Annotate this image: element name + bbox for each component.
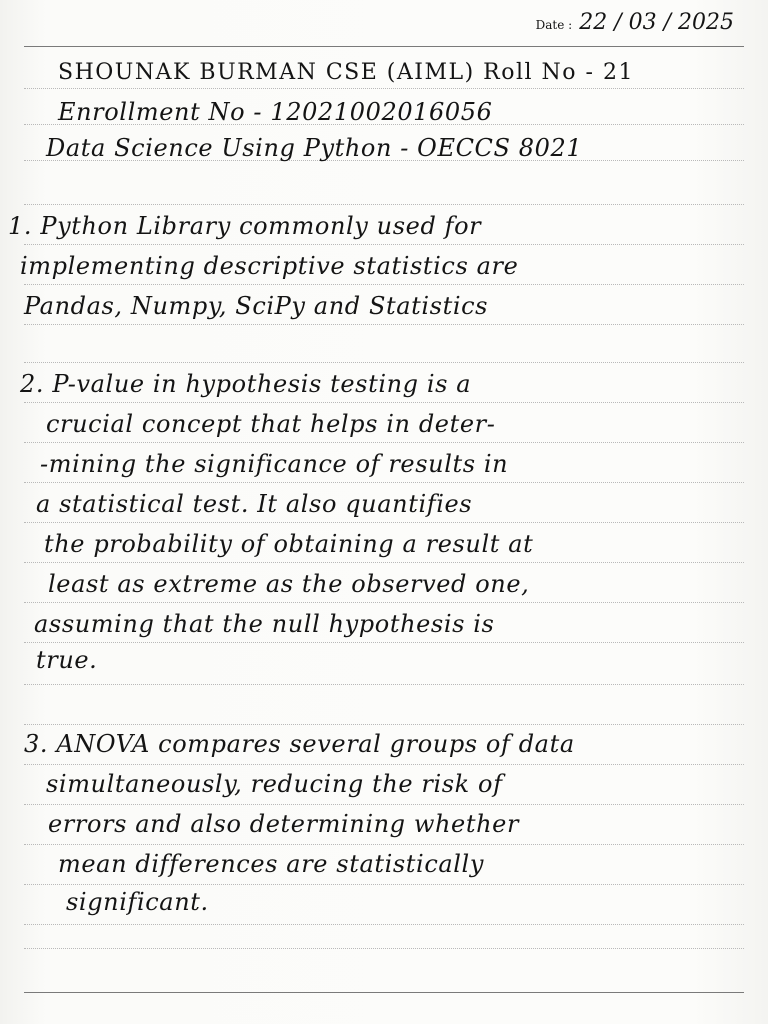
ruled-line [24,244,744,245]
date-field [536,10,734,35]
ruled-line [24,362,744,363]
ruled-line [24,562,744,563]
ruled-line [24,46,744,47]
answer-2-line: least as extreme as the observed one, [48,570,530,598]
answer-3-line: significant. [66,888,209,916]
answer-2-line: true. [36,646,98,674]
ruled-line [24,482,744,483]
date-label: Date : [535,18,573,32]
answer-2-line: -mining the significance of results in [40,450,509,478]
answer-2-line: the probability of obtaining a result at [44,530,534,558]
student-name-line: SHOUNAK BURMAN CSE (AIML) Roll No - 21 [58,60,634,85]
ruled-line [24,844,744,845]
ruled-line [24,764,744,765]
answer-3-line: simultaneously, reducing the risk of [46,770,503,798]
ruled-line [24,442,744,443]
ruled-line [24,642,744,643]
ruled-line [24,204,744,205]
answer-2-line: 2. P-value in hypothesis testing is a [20,370,472,398]
answer-1-line: implementing descriptive statistics are [20,252,519,280]
ruled-line [24,724,744,725]
ruled-line [24,88,744,89]
ruled-line [24,522,744,523]
ruled-line [24,924,744,925]
ruled-line [24,284,744,285]
answer-1-line: Pandas, Numpy, SciPy and Statistics [24,292,489,320]
enrollment-line: Enrollment No - 12021002016056 [58,98,493,126]
ruled-line [24,684,744,685]
answer-3-line: errors and also determining whether [48,810,520,838]
answer-2-line: crucial concept that helps in deter- [46,410,496,438]
answer-2-line: assuming that the null hypothesis is [34,610,495,638]
ruled-line [24,948,744,949]
ruled-line [24,324,744,325]
course-line: Data Science Using Python - OECCS 8021 [46,134,583,162]
answer-3-line: 3. ANOVA compares several groups of data [24,730,575,758]
date-value: 22 / 03 / 2025 [579,10,734,35]
answer-2-line: a statistical test. It also quantifies [36,490,473,518]
ruled-line [24,804,744,805]
ruled-line [24,602,744,603]
ruled-line [24,992,744,993]
ruled-line [24,402,744,403]
ruled-line [24,884,744,885]
answer-3-line: mean differences are statistically [58,850,484,878]
answer-1-line: 1. Python Library commonly used for [8,212,482,240]
